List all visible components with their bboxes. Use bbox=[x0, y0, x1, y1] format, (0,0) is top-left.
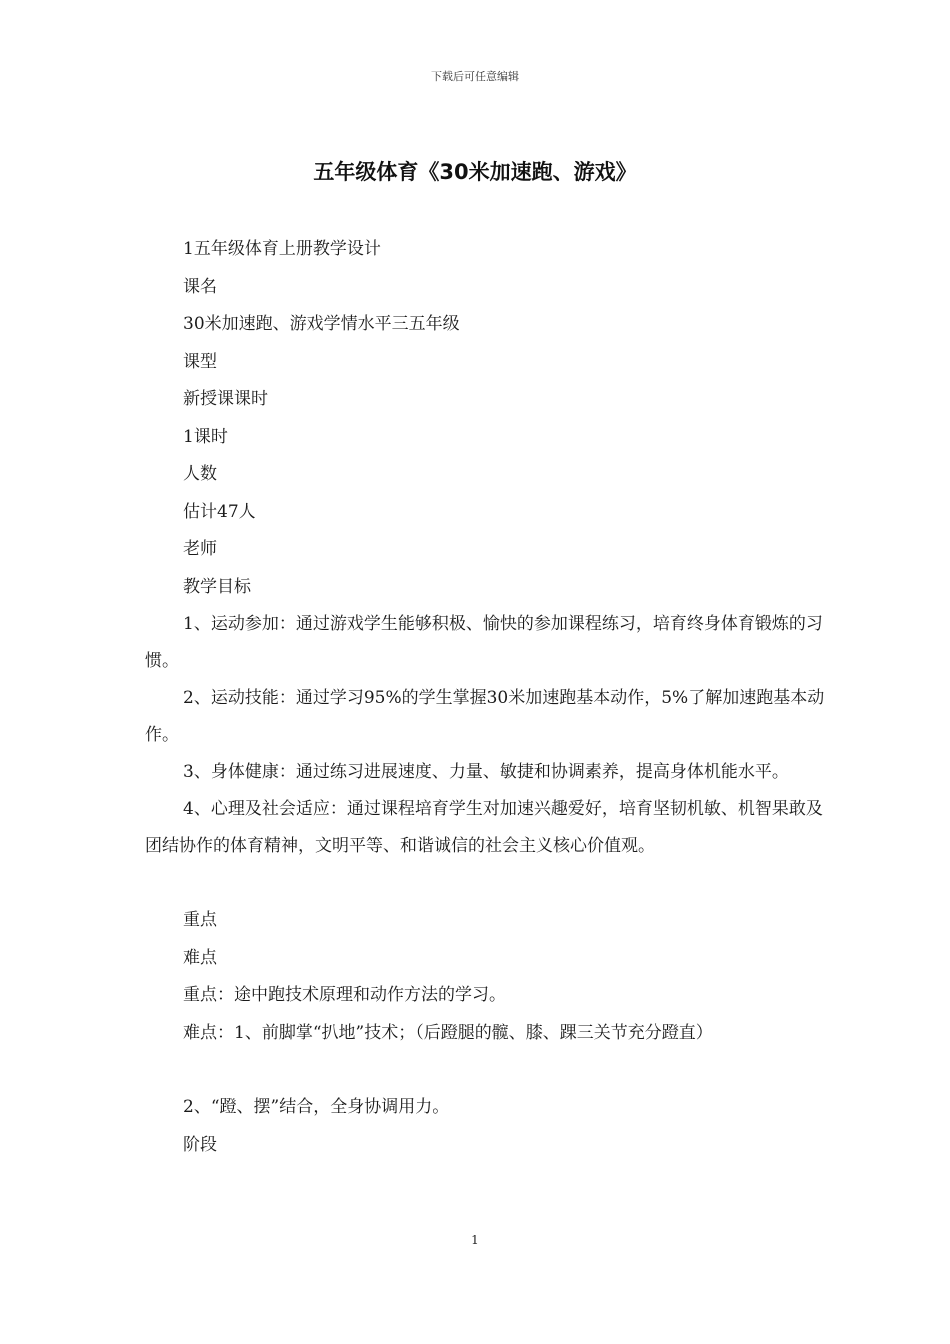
text-line: 难点 bbox=[183, 947, 217, 968]
text-line: 30米加速跑、游戏学情水平三五年级 bbox=[183, 314, 460, 334]
spacer bbox=[145, 865, 825, 902]
text-line: 新授课课时 bbox=[183, 389, 268, 409]
text-line: 重点：途中跑技术原理和动作方法的学习。 bbox=[183, 985, 506, 1005]
page-header-note: 下载后可任意编辑 bbox=[431, 70, 519, 83]
text-line: 阶段 bbox=[183, 1134, 217, 1155]
document-body bbox=[145, 231, 825, 1164]
page-number: 1 bbox=[471, 1233, 479, 1247]
spacer bbox=[145, 1052, 825, 1089]
goal-paragraph: 1、运动参加：通过游戏学生能够积极、愉快的参加课程练习，培育终身体育锻炼的习惯。 bbox=[145, 614, 823, 671]
text-line: 1五年级体育上册教学设计 bbox=[183, 239, 381, 259]
text-line: 2、“蹬、摆”结合，全身协调用力。 bbox=[183, 1097, 450, 1117]
text-line: 难点：1、前脚掌“扒地”技术；（后蹬腿的髋、膝、踝三关节充分蹬直） bbox=[183, 1022, 713, 1043]
goal-paragraph: 3、身体健康：通过练习进展速度、力量、敏捷和协调素养，提高身体机能水平。 bbox=[183, 762, 789, 782]
goal-paragraph: 4、心理及社会适应：通过课程培育学生对加速兴趣爱好，培育坚韧机敏、机智果敢及团结协作的体育精神，文明平等、和谐诚信的社会主义核心价值观。 bbox=[145, 799, 823, 856]
text-line: 人数 bbox=[183, 464, 217, 484]
text-line: 课名 bbox=[183, 276, 217, 297]
goal-paragraph: 2、运动技能：通过学习95%的学生掌握30米加速跑基本动作，5%了解加速跑基本动作。 bbox=[145, 688, 825, 745]
text-line: 重点 bbox=[183, 910, 217, 930]
text-line: 老师 bbox=[183, 539, 217, 559]
text-line: 估计47人 bbox=[183, 501, 256, 522]
text-line: 教学目标 bbox=[183, 576, 251, 597]
text-line: 1课时 bbox=[183, 426, 228, 447]
text-line: 课型 bbox=[183, 351, 217, 372]
document-title: 五年级体育《30米加速跑、游戏》 bbox=[313, 160, 637, 184]
